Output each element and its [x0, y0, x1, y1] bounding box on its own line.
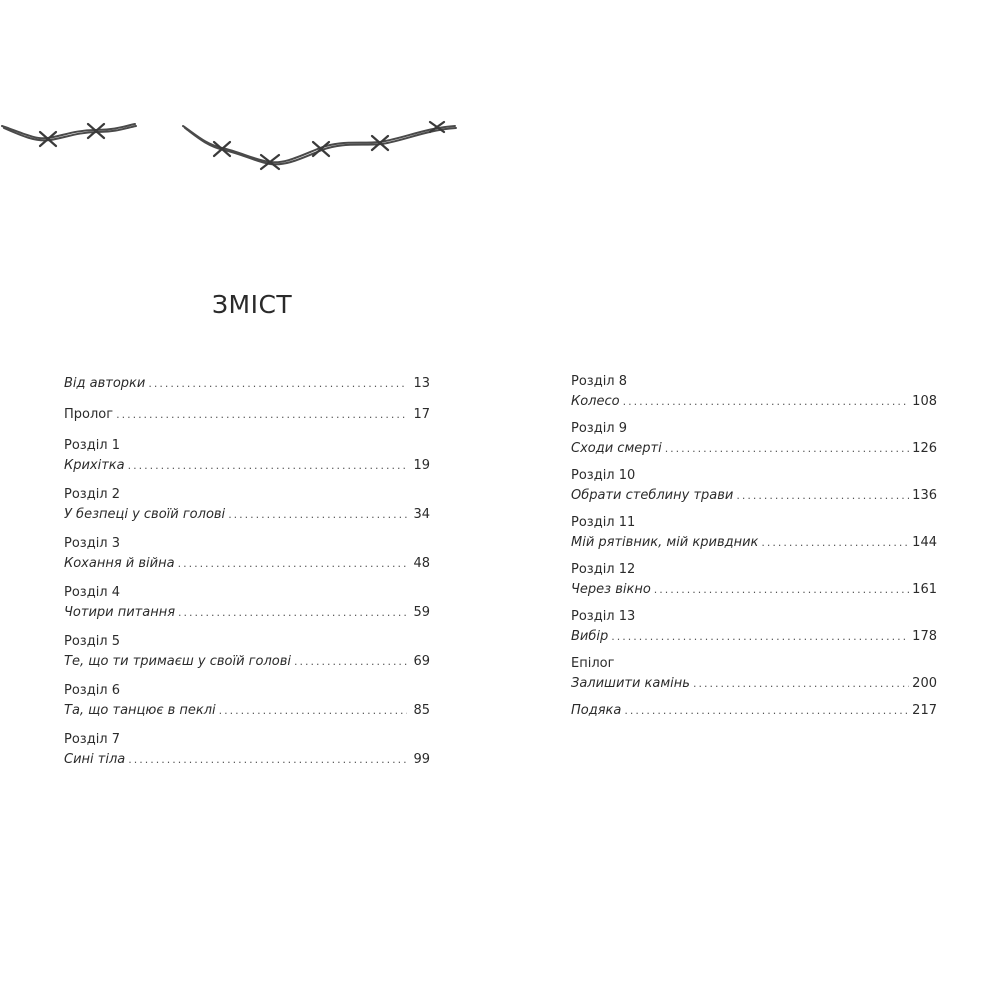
dot-leader	[693, 676, 909, 692]
page-number: 178	[912, 629, 937, 644]
page-number: 69	[413, 654, 430, 669]
toc-entry	[64, 536, 430, 572]
toc-line	[571, 703, 937, 719]
chapter-label: Розділ 4	[64, 585, 121, 600]
entry-title: Сходи смерті	[571, 441, 662, 456]
entry-title: Через вікно	[571, 582, 651, 597]
toc-entry	[571, 421, 937, 457]
chapter-label: Розділ 9	[571, 421, 628, 436]
chapter-label: Розділ 3	[64, 536, 121, 551]
toc-entry	[571, 703, 937, 719]
entry-title: Крихітка	[64, 458, 125, 473]
entry-title: Сині тіла	[64, 752, 126, 767]
toc-entry	[64, 634, 430, 670]
entry-title: Те, що ти тримаєш у своїй голові	[64, 654, 291, 669]
dot-leader	[178, 556, 407, 572]
chapter-label: Розділ 7	[64, 732, 121, 747]
page-number: 161	[912, 582, 937, 597]
entry-title: Мій рятівник, мій кривдник	[571, 535, 759, 550]
entry-title: У безпеці у своїй голові	[64, 507, 226, 522]
toc-entry	[64, 407, 430, 423]
page-number: 99	[413, 752, 430, 767]
chapter-label: Розділ 6	[64, 683, 121, 698]
toc-line	[64, 605, 430, 621]
entry-title: Залишити камінь	[571, 676, 690, 691]
dot-leader	[761, 535, 909, 551]
entry-title: Колесо	[571, 394, 620, 409]
chapter-label: Розділ 11	[571, 515, 636, 530]
toc-entry	[64, 683, 430, 719]
toc-line	[571, 535, 937, 551]
entry-title: Кохання й війна	[64, 556, 175, 571]
page-number: 85	[413, 703, 430, 718]
toc-entry	[571, 656, 937, 692]
toc-entry	[64, 585, 430, 621]
entry-title: Вибір	[571, 629, 609, 644]
chapter-label: Розділ 5	[64, 634, 121, 649]
chapter-label: Розділ 1	[64, 438, 121, 453]
entry-title: Пролог	[64, 407, 114, 422]
page-number: 19	[413, 458, 430, 473]
toc-left-column	[64, 376, 430, 781]
toc-entry	[571, 374, 937, 410]
dot-leader	[736, 488, 909, 504]
toc-line	[571, 394, 937, 410]
toc-entry	[571, 562, 937, 598]
toc-line	[64, 458, 430, 474]
page-number: 48	[413, 556, 430, 571]
page-number: 59	[413, 605, 430, 620]
page-number: 126	[912, 441, 937, 456]
chapter-label: Розділ 13	[571, 609, 636, 624]
toc-line	[64, 376, 430, 392]
dot-leader	[294, 654, 407, 670]
dot-leader	[178, 605, 407, 621]
toc-line	[64, 407, 430, 423]
page-title: ЗМІСТ	[212, 290, 293, 319]
toc-line	[64, 752, 430, 768]
chapter-label: Розділ 8	[571, 374, 628, 389]
dot-leader	[654, 582, 909, 598]
page-number: 217	[912, 703, 937, 718]
entry-title: Подяка	[571, 703, 622, 718]
dot-leader	[116, 407, 407, 423]
chapter-label: Розділ 12	[571, 562, 636, 577]
page-number: 108	[912, 394, 937, 409]
dot-leader	[148, 376, 407, 392]
dot-leader	[228, 507, 407, 523]
page-number: 136	[912, 488, 937, 503]
toc-entry	[64, 732, 430, 768]
entry-title: Від авторки	[64, 376, 146, 391]
toc-entry	[64, 487, 430, 523]
dot-leader	[128, 752, 407, 768]
toc-line	[64, 507, 430, 523]
dot-leader	[128, 458, 407, 474]
page-number: 13	[413, 376, 430, 391]
chapter-label: Епілог	[571, 656, 615, 671]
barbed-wire-illustration	[0, 110, 470, 180]
toc-line	[571, 582, 937, 598]
toc-entry	[571, 515, 937, 551]
toc-right-column	[571, 374, 937, 730]
page-number: 34	[413, 507, 430, 522]
dot-leader	[624, 703, 909, 719]
toc-entry	[571, 468, 937, 504]
dot-leader	[623, 394, 910, 410]
toc-entry	[64, 438, 430, 474]
toc-line	[571, 488, 937, 504]
toc-line	[571, 629, 937, 645]
dot-leader	[665, 441, 909, 457]
dot-leader	[219, 703, 407, 719]
toc-line	[571, 441, 937, 457]
toc-line	[64, 654, 430, 670]
chapter-label: Розділ 10	[571, 468, 636, 483]
entry-title: Обрати стеблину трави	[571, 488, 734, 503]
page-number: 144	[912, 535, 937, 550]
toc-line	[64, 556, 430, 572]
dot-leader	[611, 629, 909, 645]
entry-title: Чотири питання	[64, 605, 176, 620]
page-number: 17	[413, 407, 430, 422]
toc-entry	[571, 609, 937, 645]
entry-title: Та, що танцює в пеклі	[64, 703, 216, 718]
page-number: 200	[912, 676, 937, 691]
toc-entry	[64, 376, 430, 392]
toc-line	[571, 676, 937, 692]
chapter-label: Розділ 2	[64, 487, 121, 502]
toc-line	[64, 703, 430, 719]
